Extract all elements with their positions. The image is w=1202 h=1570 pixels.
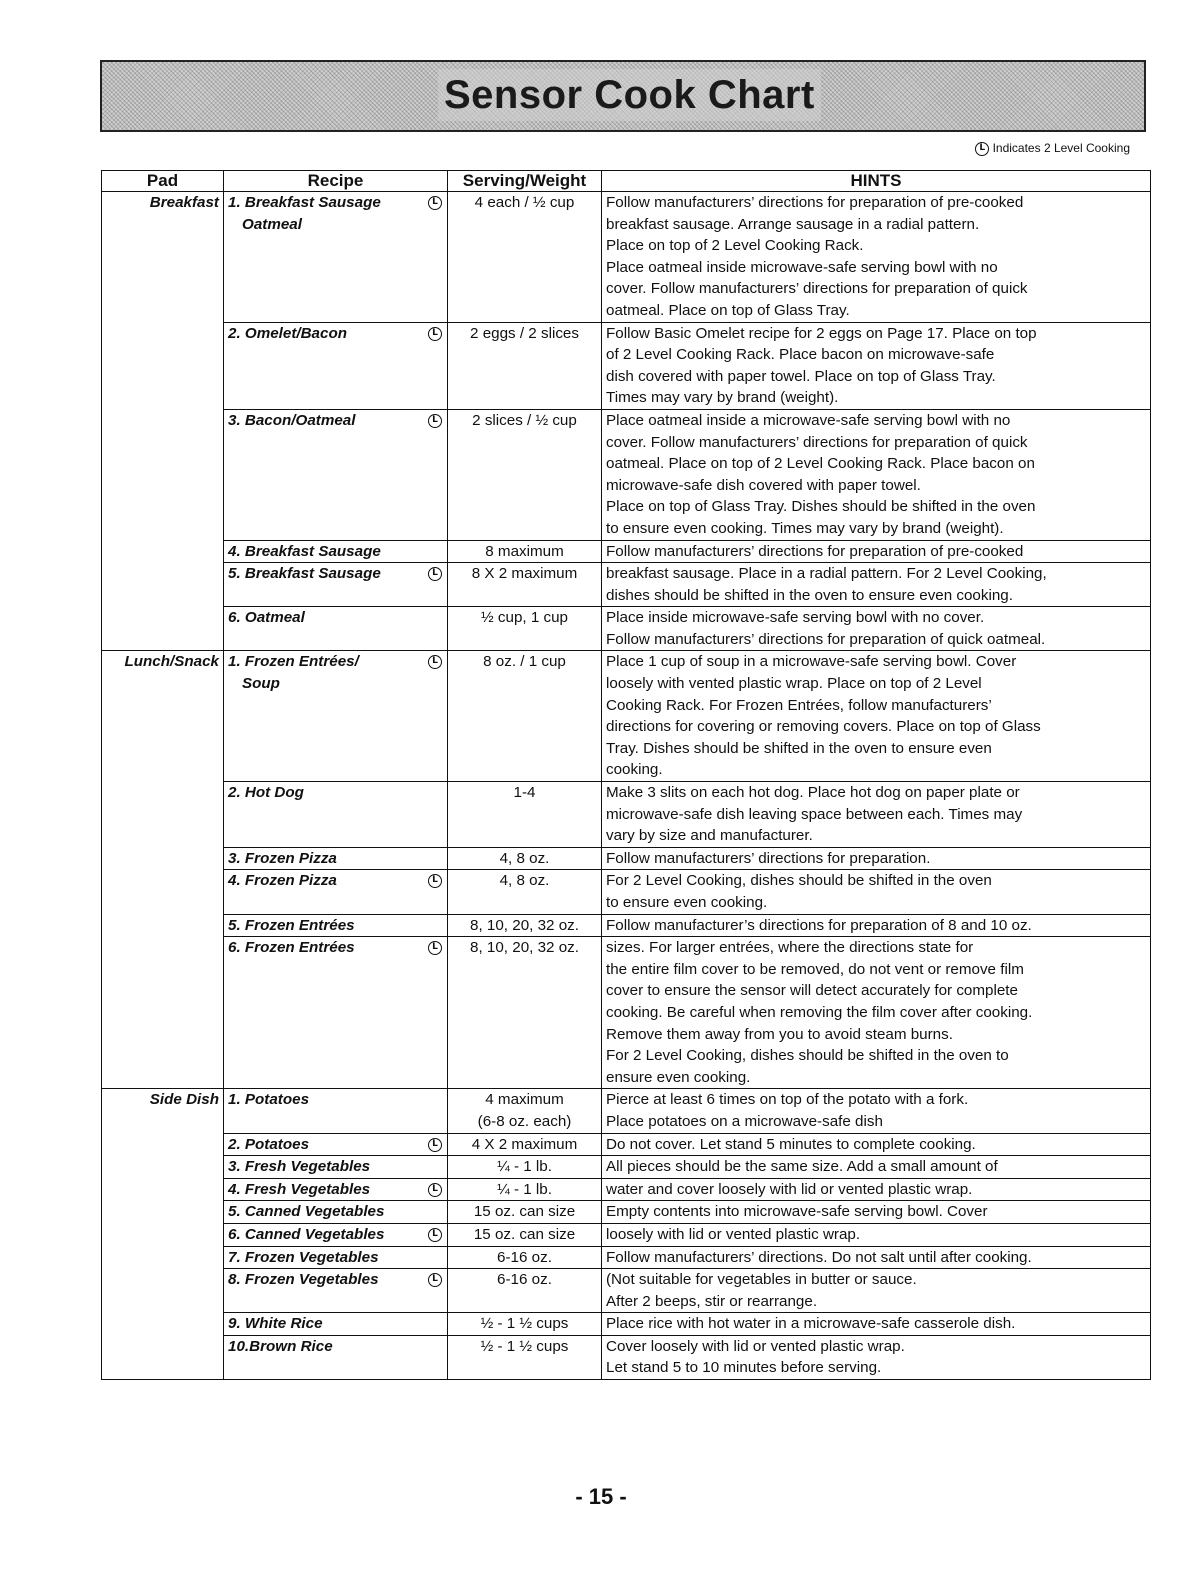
recipe-name: 6. Frozen Entrées xyxy=(228,939,355,957)
recipe-cell xyxy=(224,847,448,870)
serving-cell xyxy=(448,914,602,937)
recipe-name: 3. Fresh Vegetables xyxy=(228,1158,371,1176)
serving-line: ½ cup, 1 cup xyxy=(481,609,568,627)
hint-line: Place rice with hot water in a microwave-safe casserole dish. xyxy=(606,1315,1016,1333)
header-recipe: Recipe xyxy=(224,171,448,192)
pad-cell xyxy=(102,847,224,870)
header-pad: Pad xyxy=(102,171,224,192)
table-row xyxy=(102,937,1151,1089)
hints-cell xyxy=(602,937,1151,1089)
table-row xyxy=(102,322,1151,409)
hint-line: Tray. Dishes should be shifted in the oven to ensure even xyxy=(606,739,992,757)
serving-line: 8 X 2 maximum xyxy=(471,565,578,583)
serving-cell xyxy=(448,1178,602,1201)
pad-cell xyxy=(102,1178,224,1201)
hint-line: loosely with lid or vented plastic wrap. xyxy=(606,1225,861,1243)
serving-line: ½ - 1 ½ cups xyxy=(480,1337,569,1355)
recipe-cell xyxy=(224,651,448,782)
recipe-name: 3. Bacon/Oatmeal xyxy=(228,411,356,429)
recipe-cell xyxy=(224,192,448,323)
recipe-cell xyxy=(224,540,448,563)
hint-line: vary by size and manufacturer. xyxy=(606,827,813,845)
hint-line: sizes. For larger entrées, where the directions state for xyxy=(606,939,974,957)
two-level-icon: L xyxy=(428,567,442,581)
hints-cell xyxy=(602,1269,1151,1313)
hints-cell xyxy=(602,1201,1151,1224)
serving-line: 1-4 xyxy=(513,784,536,802)
hints-cell xyxy=(602,870,1151,914)
recipe-cell xyxy=(224,870,448,914)
recipe-name: 3. Frozen Pizza xyxy=(228,849,337,867)
recipe-name-continued: Soup xyxy=(242,675,280,693)
hint-line: Follow manufacturers’ directions for preparation. xyxy=(606,849,931,867)
recipe-cell xyxy=(224,1246,448,1269)
two-level-icon: L xyxy=(428,1273,442,1287)
hint-line: Follow manufacturers’ directions. Do not salt until after cooking. xyxy=(606,1248,1032,1266)
hints-cell xyxy=(602,847,1151,870)
hints-cell xyxy=(602,409,1151,540)
recipe-cell xyxy=(224,607,448,651)
table-body xyxy=(102,192,1151,1380)
pad-cell xyxy=(102,870,224,914)
recipe-cell xyxy=(224,409,448,540)
pad-cell xyxy=(102,1156,224,1179)
recipe-cell xyxy=(224,1269,448,1313)
table-row xyxy=(102,1178,1151,1201)
hint-line: (Not suitable for vegetables in butter or sauce. xyxy=(606,1271,917,1289)
serving-cell xyxy=(448,192,602,323)
legend xyxy=(975,141,1130,156)
serving-line: 8, 10, 20, 32 oz. xyxy=(470,939,579,957)
recipe-cell xyxy=(224,322,448,409)
serving-line: 4, 8 oz. xyxy=(499,872,550,890)
table-row xyxy=(102,540,1151,563)
recipe-name: 9. White Rice xyxy=(228,1315,323,1333)
pad-cell xyxy=(102,607,224,651)
pad-cell: Breakfast xyxy=(102,192,224,323)
hint-line: cover. Follow manufacturers’ directions for preparation of quick xyxy=(606,280,1028,298)
recipe-name: 5. Canned Vegetables xyxy=(228,1203,385,1221)
hint-line: For 2 Level Cooking, dishes should be shifted in the oven to xyxy=(606,1047,1009,1065)
hint-line: Do not cover. Let stand 5 minutes to complete cooking. xyxy=(606,1135,976,1153)
hints-cell xyxy=(602,192,1151,323)
hints-cell xyxy=(602,322,1151,409)
recipe-name: 2. Hot Dog xyxy=(228,784,304,802)
hint-line: Place oatmeal inside microwave-safe serving bowl with no xyxy=(606,258,998,276)
two-level-icon: L xyxy=(428,874,442,888)
serving-line: 4 each / ½ cup xyxy=(474,194,575,211)
title-banner xyxy=(100,60,1146,132)
hint-line: For 2 Level Cooking, dishes should be shifted in the oven xyxy=(606,872,992,890)
hints-cell xyxy=(602,1133,1151,1156)
header-serving: Serving/Weight xyxy=(448,171,602,192)
serving-line: ¼ - 1 lb. xyxy=(497,1158,552,1176)
hints-cell xyxy=(602,651,1151,782)
hint-line: cover to ensure the sensor will detect accurately for complete xyxy=(606,982,1018,1000)
hint-line: Follow manufacturer’s directions for preparation of 8 and 10 oz. xyxy=(606,916,1032,934)
table-header-row xyxy=(102,171,1151,192)
hints-cell xyxy=(602,607,1151,651)
page-title: Sensor Cook Chart xyxy=(438,69,821,121)
hint-line: directions for covering or removing covers. Place on top of Glass xyxy=(606,718,1041,736)
table-row xyxy=(102,1246,1151,1269)
hint-line: dish covered with paper towel. Place on top of Glass Tray. xyxy=(606,367,996,385)
hint-line: Place on top of 2 Level Cooking Rack. xyxy=(606,237,864,255)
hints-cell xyxy=(602,1223,1151,1246)
recipe-name-continued: Oatmeal xyxy=(242,215,302,233)
table-row xyxy=(102,651,1151,782)
hint-line: cover. Follow manufacturers’ directions for preparation of quick xyxy=(606,433,1028,451)
sensor-cook-table xyxy=(101,170,1151,1380)
serving-cell xyxy=(448,1269,602,1313)
hint-line: Remove them away from you to avoid steam burns. xyxy=(606,1025,953,1043)
hints-cell xyxy=(602,782,1151,848)
serving-cell xyxy=(448,847,602,870)
serving-cell xyxy=(448,607,602,651)
pad-cell xyxy=(102,914,224,937)
recipe-name: 2. Omelet/Bacon xyxy=(228,324,348,342)
hint-line: Cover loosely with lid or vented plastic wrap. xyxy=(606,1337,905,1355)
hint-line: to ensure even cooking. Times may vary by brand (weight). xyxy=(606,519,1004,537)
table-row xyxy=(102,847,1151,870)
hint-line: of 2 Level Cooking Rack. Place bacon on microwave-safe xyxy=(606,346,995,364)
pad-cell xyxy=(102,1246,224,1269)
table-row xyxy=(102,1156,1151,1179)
hint-line: Follow manufacturers’ directions for preparation of pre-cooked xyxy=(606,194,1024,211)
serving-line: 4, 8 oz. xyxy=(499,849,550,867)
table-row xyxy=(102,1089,1151,1133)
serving-line: 8 oz. / 1 cup xyxy=(483,653,566,671)
two-level-icon: L xyxy=(428,655,442,669)
hint-line: Place 1 cup of soup in a microwave-safe serving bowl. Cover xyxy=(606,653,1017,671)
recipe-cell xyxy=(224,1201,448,1224)
serving-cell xyxy=(448,1089,602,1133)
serving-line: 15 oz. can size xyxy=(473,1203,576,1221)
recipe-name: 2. Potatoes xyxy=(228,1135,310,1153)
pad-cell: Side Dish xyxy=(102,1089,224,1133)
serving-cell xyxy=(448,1201,602,1224)
hint-line: cooking. Be careful when removing the film cover after cooking. xyxy=(606,1003,1033,1021)
recipe-name: 10.Brown Rice xyxy=(228,1337,333,1355)
serving-cell xyxy=(448,409,602,540)
pad-cell xyxy=(102,1269,224,1313)
recipe-name: 5. Frozen Entrées xyxy=(228,916,355,934)
hint-line: ensure even cooking. xyxy=(606,1068,751,1086)
serving-cell xyxy=(448,1156,602,1179)
pad-cell xyxy=(102,540,224,563)
serving-line: ½ - 1 ½ cups xyxy=(480,1315,569,1333)
serving-line: (6-8 oz. each) xyxy=(477,1112,572,1130)
hint-line: Place potatoes on a microwave-safe dish xyxy=(606,1112,883,1130)
recipe-name: 5. Breakfast Sausage xyxy=(228,565,381,583)
two-level-icon: L xyxy=(428,327,442,341)
hints-cell xyxy=(602,1313,1151,1336)
recipe-cell xyxy=(224,937,448,1089)
hint-line: oatmeal. Place on top of 2 Level Cooking Rack. Place bacon on xyxy=(606,455,1035,473)
hint-line: Place on top of Glass Tray. Dishes should be shifted in the oven xyxy=(606,498,1036,516)
recipe-name: 1. Breakfast Sausage xyxy=(228,194,381,211)
pad-cell xyxy=(102,1223,224,1246)
table-row xyxy=(102,1133,1151,1156)
pad-cell xyxy=(102,1313,224,1336)
table-row xyxy=(102,192,1151,323)
serving-line: 2 slices / ½ cup xyxy=(472,411,577,429)
serving-line: 6-16 oz. xyxy=(497,1271,552,1289)
table-row xyxy=(102,870,1151,914)
hint-line: dishes should be shifted in the oven to ensure even cooking. xyxy=(606,586,1013,604)
serving-cell xyxy=(448,1223,602,1246)
hint-line: Follow Basic Omelet recipe for 2 eggs on Page 17. Place on top xyxy=(606,324,1037,342)
recipe-name: 6. Oatmeal xyxy=(228,609,305,627)
pad-cell xyxy=(102,1133,224,1156)
two-level-icon: L xyxy=(428,1228,442,1242)
hint-line: Let stand 5 to 10 minutes before serving. xyxy=(606,1359,882,1377)
serving-cell xyxy=(448,1246,602,1269)
hint-line: Empty contents into microwave-safe serving bowl. Cover xyxy=(606,1203,988,1221)
pad-cell xyxy=(102,1335,224,1379)
two-level-icon: L xyxy=(428,1138,442,1152)
serving-cell xyxy=(448,870,602,914)
recipe-name: 4. Breakfast Sausage xyxy=(228,542,381,560)
pad-cell: Lunch/Snack xyxy=(102,651,224,782)
serving-line: 4 maximum xyxy=(485,1091,564,1109)
serving-cell xyxy=(448,782,602,848)
hint-line: Make 3 slits on each hot dog. Place hot dog on paper plate or xyxy=(606,784,1020,802)
hint-line: Place inside microwave-safe serving bowl with no cover. xyxy=(606,609,985,627)
hint-line: loosely with vented plastic wrap. Place on top of 2 Level xyxy=(606,675,982,693)
recipe-name: 4. Frozen Pizza xyxy=(228,872,337,890)
recipe-name: 1. Potatoes xyxy=(228,1091,310,1109)
serving-cell xyxy=(448,540,602,563)
two-level-icon: L xyxy=(975,142,989,156)
legend-text: Indicates 2 Level Cooking xyxy=(992,141,1130,155)
hints-cell xyxy=(602,563,1151,607)
hint-line: All pieces should be the same size. Add a small amount of xyxy=(606,1158,998,1176)
serving-line: ¼ - 1 lb. xyxy=(497,1180,552,1198)
table-row xyxy=(102,1335,1151,1379)
table-row xyxy=(102,563,1151,607)
hint-line: breakfast sausage. Arrange sausage in a radial pattern. xyxy=(606,215,980,233)
table-row xyxy=(102,782,1151,848)
recipe-name: 1. Frozen Entrées/ xyxy=(228,653,359,671)
hint-line: water and cover loosely with lid or vented plastic wrap. xyxy=(606,1180,973,1198)
hint-line: Follow manufacturers’ directions for preparation of quick oatmeal. xyxy=(606,630,1046,648)
table-row xyxy=(102,1313,1151,1336)
recipe-cell xyxy=(224,1313,448,1336)
serving-cell xyxy=(448,651,602,782)
pad-cell xyxy=(102,563,224,607)
hint-line: Place oatmeal inside a microwave-safe serving bowl with no xyxy=(606,411,1011,429)
serving-line: 2 eggs / 2 slices xyxy=(470,324,579,342)
serving-cell xyxy=(448,1313,602,1336)
serving-cell xyxy=(448,563,602,607)
serving-line: 6-16 oz. xyxy=(497,1248,552,1266)
hint-line: Pierce at least 6 times on top of the potato with a fork. xyxy=(606,1091,969,1109)
recipe-cell xyxy=(224,914,448,937)
two-level-icon: L xyxy=(428,414,442,428)
table-row xyxy=(102,914,1151,937)
recipe-cell xyxy=(224,1335,448,1379)
serving-cell xyxy=(448,1335,602,1379)
hints-cell xyxy=(602,1089,1151,1133)
table-row xyxy=(102,607,1151,651)
hints-cell xyxy=(602,540,1151,563)
hints-cell xyxy=(602,914,1151,937)
table-row xyxy=(102,1201,1151,1224)
recipe-name: 4. Fresh Vegetables xyxy=(228,1180,371,1198)
pad-cell xyxy=(102,937,224,1089)
two-level-icon: L xyxy=(428,196,442,210)
serving-line: 8, 10, 20, 32 oz. xyxy=(470,916,579,934)
recipe-cell xyxy=(224,1089,448,1133)
hint-line: the entire film cover to be removed, do not vent or remove film xyxy=(606,960,1024,978)
recipe-cell xyxy=(224,1178,448,1201)
hints-cell xyxy=(602,1156,1151,1179)
table-row xyxy=(102,409,1151,540)
pad-cell xyxy=(102,1201,224,1224)
recipe-name: 8. Frozen Vegetables xyxy=(228,1271,379,1289)
recipe-cell xyxy=(224,782,448,848)
hints-cell xyxy=(602,1335,1151,1379)
hint-line: Follow manufacturers’ directions for preparation of pre-cooked xyxy=(606,542,1024,560)
recipe-cell xyxy=(224,563,448,607)
header-hints: HINTS xyxy=(602,171,1151,192)
hint-line: to ensure even cooking. xyxy=(606,894,768,911)
recipe-cell xyxy=(224,1223,448,1246)
hint-line: Times may vary by brand (weight). xyxy=(606,389,839,407)
hint-line: microwave-safe dish leaving space between each. Times may xyxy=(606,805,1023,823)
pad-cell xyxy=(102,322,224,409)
recipe-name: 7. Frozen Vegetables xyxy=(228,1248,379,1266)
hint-line: After 2 beeps, stir or rearrange. xyxy=(606,1292,818,1310)
recipe-cell xyxy=(224,1133,448,1156)
two-level-icon: L xyxy=(428,941,442,955)
serving-line: 8 maximum xyxy=(485,542,564,560)
serving-line: 15 oz. can size xyxy=(473,1225,576,1243)
pad-cell xyxy=(102,409,224,540)
serving-line: 4 X 2 maximum xyxy=(471,1135,578,1153)
two-level-icon: L xyxy=(428,1183,442,1197)
recipe-name: 6. Canned Vegetables xyxy=(228,1225,385,1243)
hint-line: oatmeal. Place on top of Glass Tray. xyxy=(606,301,850,319)
hints-cell xyxy=(602,1246,1151,1269)
hint-line: microwave-safe dish covered with paper towel. xyxy=(606,476,921,494)
serving-cell xyxy=(448,322,602,409)
serving-cell xyxy=(448,937,602,1089)
table-row xyxy=(102,1269,1151,1313)
page-number: - 15 - xyxy=(575,1484,627,1509)
pad-cell xyxy=(102,782,224,848)
hint-line: cooking. xyxy=(606,761,663,779)
recipe-cell xyxy=(224,1156,448,1179)
hints-cell xyxy=(602,1178,1151,1201)
hint-line: breakfast sausage. Place in a radial pattern. For 2 Level Cooking, xyxy=(606,565,1047,583)
hint-line: Cooking Rack. For Frozen Entrées, follow manufacturers’ xyxy=(606,696,992,714)
table-row xyxy=(102,1223,1151,1246)
serving-cell xyxy=(448,1133,602,1156)
